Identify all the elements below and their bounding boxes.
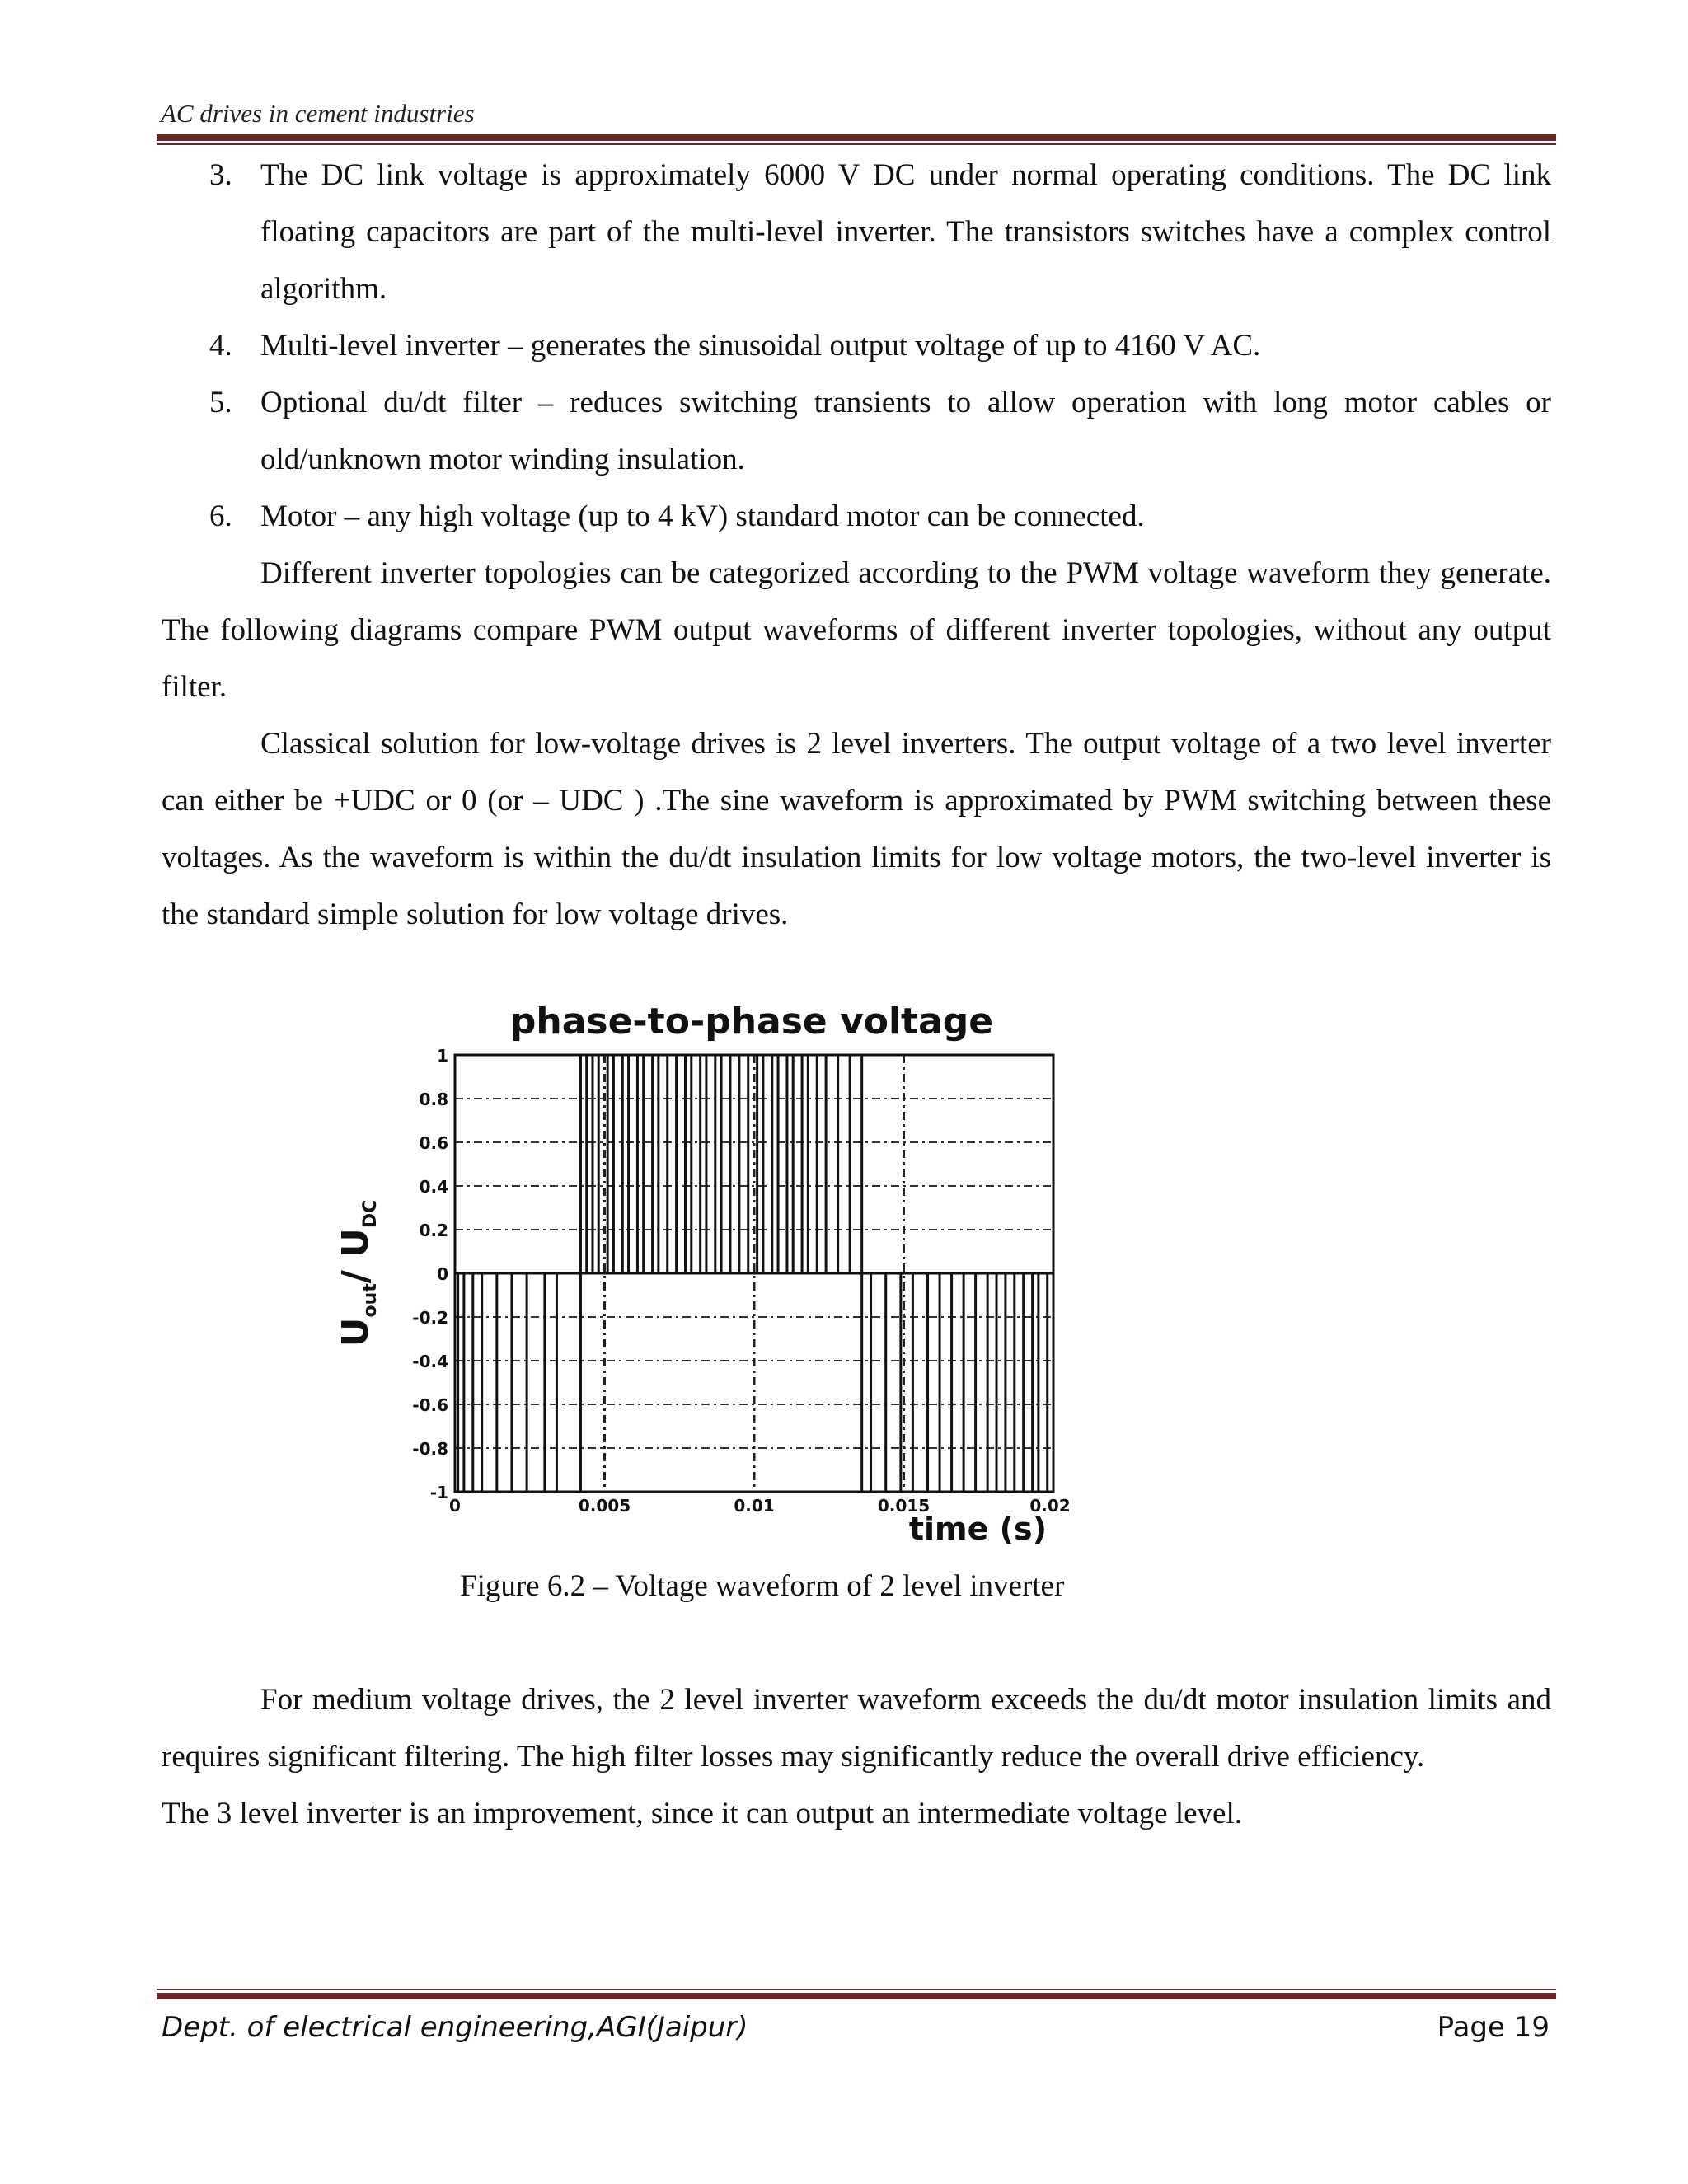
list-number: 6. [209, 499, 232, 533]
pwm-pulse-positive [715, 1055, 721, 1273]
paragraph: Different inverter topologies can be categorized according to the PWM voltage waveform they generate. The following diagrams compare PWM output waveforms of different inverter topologies, without any output filter. [162, 556, 1551, 704]
x-tick-label: 0.01 [734, 1496, 775, 1516]
x-tick-label: 0 [449, 1496, 461, 1516]
footer-rule [157, 1993, 1556, 1999]
pwm-pulse-positive [580, 1055, 586, 1273]
y-tick-labels [412, 1046, 448, 1502]
pwm-pulse-positive [622, 1055, 628, 1273]
y-tick-label: -0.8 [412, 1439, 448, 1459]
pwm-pulse-positive [593, 1055, 598, 1273]
y-label-sub-dc: DC [360, 1199, 381, 1229]
x-tick-label: 0.015 [877, 1496, 931, 1516]
y-label-main: U [335, 1317, 377, 1347]
pwm-pulse-negative [1039, 1273, 1048, 1492]
y-axis-label [335, 1200, 381, 1347]
x-tick-label: 0.005 [578, 1496, 631, 1516]
pwm-pulse-negative [940, 1273, 952, 1492]
y-tick-label: 0.4 [419, 1177, 448, 1197]
running-header: AC drives in cement industries [161, 99, 475, 128]
page-number: Page 19 [1437, 2011, 1550, 2044]
pwm-pulse-negative [527, 1273, 545, 1492]
pwm-pulse-positive [748, 1055, 757, 1273]
body-text [162, 147, 1551, 943]
pwm-pulse-negative [886, 1273, 901, 1492]
pwm-pulse-negative [1024, 1273, 1033, 1492]
list-number: 5. [209, 386, 232, 419]
list-text: The DC link voltage is approximately 6000 V DC under normal operating conditions. The DC link floating capacitors are part of the multi-level inverter. The transistors switches have a complex control algorithm. [260, 158, 1551, 306]
pwm-pulse-negative [1006, 1273, 1015, 1492]
list-item [162, 147, 1551, 317]
pwm-pulse-negative [497, 1273, 512, 1492]
y-label-separator: / U [335, 1228, 377, 1284]
pwm-pulse-positive [730, 1055, 739, 1273]
paragraph: Classical solution for low-voltage drives is 2 level inverters. The output voltage of a two level inverter can either be +UDC or 0 (or – UDC ) .The sine waveform is approximated by PWM switching between these voltages. As the waveform is within the du/dt insulation limits for low voltage motors, the two-level inverter is the standard simple solution for low voltage drives. [162, 727, 1551, 931]
header-rule-thin [157, 143, 1556, 145]
pwm-pulse-positive [793, 1055, 802, 1273]
list-number: 4. [209, 329, 232, 363]
footer-rule-thin [157, 1989, 1556, 1990]
footer-department: Dept. of electrical engineering,AGI(Jaipur) [162, 2011, 748, 2044]
pwm-pulse-positive [668, 1055, 677, 1273]
list-text: Optional du/dt filter – reduces switching transients to allow operation with long motor cables or old/unknown motor winding insulation. [260, 386, 1551, 476]
pwm-pulse-positive [808, 1055, 817, 1273]
pwm-pulse-negative [473, 1273, 482, 1492]
x-tick-label: 0.02 [1029, 1496, 1071, 1516]
figure-caption: Figure 6.2 – Voltage waveform of 2 level inverter [460, 1569, 1065, 1603]
y-tick-label: -0.6 [412, 1395, 448, 1415]
x-axis-label: time (s) [908, 1511, 1047, 1547]
y-tick-label: 0.2 [419, 1221, 448, 1240]
pwm-pulse-positive [637, 1055, 643, 1273]
list-text: Motor – any high voltage (up to 4 kV) standard motor can be connected. [260, 499, 1145, 533]
header-rule [157, 134, 1556, 141]
chart-svg [313, 989, 1236, 1566]
pwm-pulse-positive [686, 1055, 692, 1273]
y-tick-label: -0.4 [412, 1352, 448, 1371]
pwm-pulse-negative [987, 1273, 996, 1492]
y-tick-label: -1 [429, 1483, 448, 1502]
list-item [162, 374, 1551, 488]
figure-chart [313, 989, 1236, 1566]
pwm-pulse-positive [826, 1055, 838, 1273]
y-tick-label: -0.2 [412, 1308, 448, 1328]
y-tick-label: 0.8 [419, 1090, 448, 1109]
body-text-lower [162, 1671, 1551, 1842]
pwm-pulse-positive [607, 1055, 613, 1273]
pwm-pulse-positive [653, 1055, 659, 1273]
pwm-pulse-negative [458, 1273, 464, 1492]
paragraph: For medium voltage drives, the 2 level inverter waveform exceeds the du/dt motor insulation limits and requires significant filtering. The high filter losses may significantly reduce the overall drive efficiency. [162, 1683, 1551, 1774]
list-item [162, 488, 1551, 545]
y-label-sub-out: out [360, 1283, 381, 1318]
pwm-pulse-negative [556, 1273, 580, 1492]
pwm-pulse-positive [778, 1055, 787, 1273]
pwm-pulse-positive [763, 1055, 772, 1273]
pwm-pulse-negative [964, 1273, 976, 1492]
y-tick-label: 1 [437, 1046, 448, 1066]
chart-title: phase-to-phase voltage [509, 1001, 994, 1043]
paragraph: The 3 level inverter is an improvement, since it can output an intermediate voltage level. [162, 1797, 1242, 1830]
list-item [162, 317, 1551, 374]
y-tick-label: 0 [437, 1264, 448, 1284]
list-text: Multi-level inverter – generates the sinusoidal output voltage of up to 4160 V AC. [260, 329, 1261, 363]
pwm-pulse-positive [850, 1055, 862, 1273]
y-tick-label: 0.6 [419, 1133, 448, 1153]
pwm-pulse-negative [862, 1273, 871, 1492]
chart-series [455, 1055, 1053, 1492]
list-number: 3. [209, 158, 232, 192]
pwm-pulse-positive [701, 1055, 706, 1273]
pwm-pulse-negative [912, 1273, 927, 1492]
